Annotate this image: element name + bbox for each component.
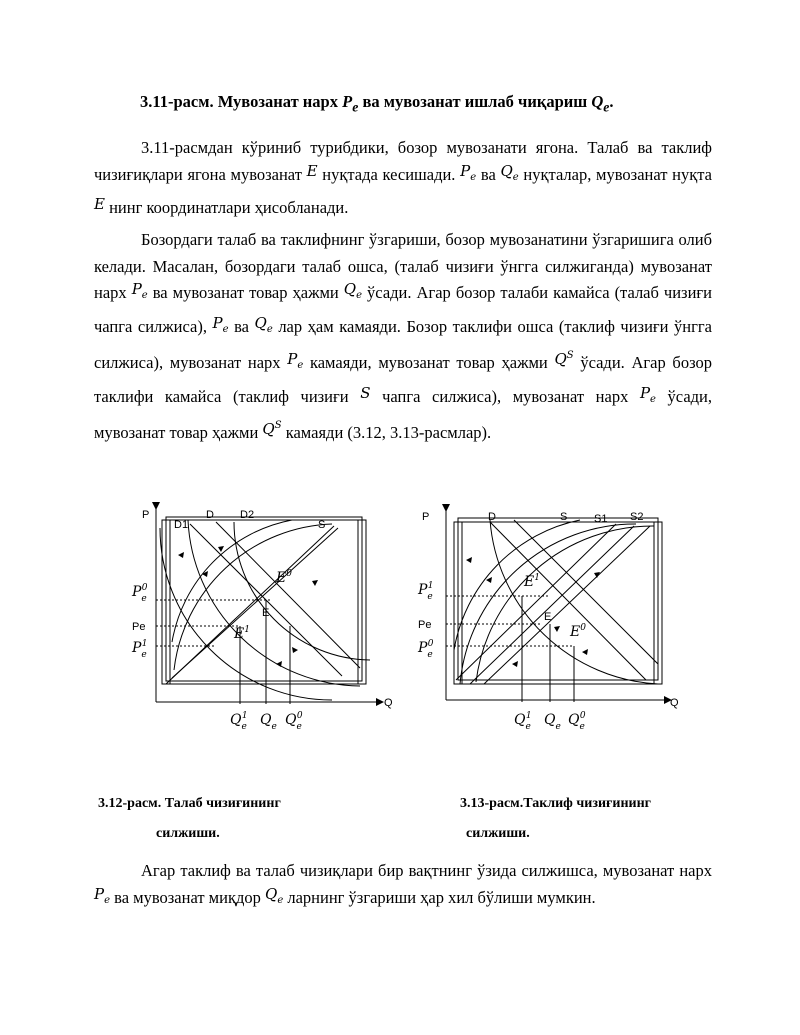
paragraph-3 [94, 858, 712, 918]
math-pe: $P_e$ [639, 383, 656, 405]
curve-label-s2: S2 [630, 511, 644, 523]
label-pe0: $P_e0$ [132, 583, 148, 604]
shift-arrow [582, 649, 588, 655]
curve-label-s1: S1 [594, 513, 608, 525]
curve-label-d: D [488, 511, 496, 523]
label-qe0: $Q_e0$ [285, 711, 303, 732]
point-label-e1: $E^1$ [234, 625, 250, 642]
supply-curve-s2 [476, 526, 654, 682]
para1-text: нуқталар, мувозанат нуқта [518, 164, 712, 184]
para2-text: чапга силжиса), мувозанат нарх [370, 386, 640, 406]
label-qe1: $Q_e1$ [230, 711, 248, 732]
q-axis-label: Q [670, 697, 679, 709]
para2-text: ва мувозанат товар ҳажми [147, 283, 344, 302]
label-pe1: $P_e1$ [132, 639, 148, 660]
label-pe1: $P_e1$ [418, 581, 434, 602]
paragraph-1 [94, 135, 712, 222]
label-qe: $Q_e$ [544, 712, 561, 732]
shift-arrow [554, 626, 560, 632]
math-e: E [306, 161, 318, 180]
heading-q-sub: e [603, 99, 610, 115]
para1-text: нуқтада кесишади. [317, 164, 461, 184]
point-label-e0: $E^0$ [276, 569, 292, 586]
figure-heading [140, 92, 740, 115]
para3-text: ва мувозанат миқдор [110, 887, 265, 907]
demand-curve-d [188, 520, 360, 686]
para2-text: лар ҳам камаяди. Бозор таклифи ошса (таклиф чизиғи ўнгга силжиса), мувозанат нарх [94, 316, 712, 372]
demand-line [514, 520, 658, 664]
shift-arrow [486, 577, 492, 583]
heading-text-mid: ва мувозанат ишлаб чиқариш [358, 92, 592, 111]
math-pe: $P_e$ [287, 350, 304, 371]
point-label-e: E [544, 611, 552, 623]
curve-label-d1: D1 [174, 519, 189, 531]
supply-line [484, 526, 650, 684]
math-qe: $Q_e$ [265, 884, 284, 906]
shift-arrow [202, 571, 208, 577]
math-qs: $Q^S$ [262, 420, 282, 438]
caption-fig-3-12-line2: силжиши. [156, 826, 220, 841]
caption-fig-3-12: 3.12-расм. Талаб чизиғининг [98, 796, 281, 811]
supply-curve-s1 [460, 524, 636, 684]
shift-arrow [512, 661, 518, 667]
math-e: E [94, 195, 105, 213]
label-qe1: $Q_e1$ [514, 711, 532, 732]
figure-demand-shift [120, 500, 410, 750]
heading-end: . [609, 92, 614, 111]
shift-arrow [466, 557, 472, 563]
curve-label-d: D [206, 509, 214, 521]
math-pe: $P_e$ [460, 161, 477, 183]
curve-label-s: S [560, 511, 568, 523]
label-pe0: $P_e0$ [418, 639, 434, 660]
para2-text: ўсади, мувозанат товар ҳажми [94, 386, 712, 442]
shift-arrow [178, 552, 184, 558]
shift-arrow [292, 647, 298, 653]
demand-line [216, 522, 360, 668]
para1-text: нинг координатлари ҳисобланади. [104, 198, 349, 217]
supply-line [456, 524, 616, 680]
q-axis-label: Q [384, 697, 393, 709]
math-pe: $P_e$ [212, 313, 229, 335]
math-pe: $P_e$ [94, 884, 111, 906]
frame [462, 522, 662, 684]
caption-fig-3-13-line2: силжиши. [466, 826, 530, 841]
math-qe: $Q_e$ [343, 280, 363, 301]
figure-supply-shift [410, 500, 700, 750]
para2-text: ўсади. Агар бозор талаби камайса (талаб чизиғи чапга силжиса), [94, 283, 712, 336]
heading-text: 3.11-расм. Мувозанат нарх [140, 92, 343, 111]
curve-label-s: S [318, 519, 326, 531]
shift-arrow [218, 546, 224, 552]
para2-text: камаяди (3.12, 3.13-расмлар). [281, 423, 492, 442]
shift-arrow [312, 580, 318, 586]
point-label-e0: $E^0$ [570, 623, 586, 640]
para2-text: ўсади. Агар бозор таклифи камайса (таклиф чизиғи [94, 353, 712, 406]
demand-curve-d2 [234, 522, 370, 660]
label-qe: $Q_e$ [260, 712, 277, 732]
heading-q: Q [591, 92, 604, 111]
heading-p-sub: e [352, 99, 359, 115]
para1-text: 3.11-расмдан кўриниб турибдики, бозор мувозанати ягона. Талаб ва таклиф чизиғиқлари ягона мувозанат [94, 138, 712, 184]
heading-p: P [342, 92, 353, 111]
math-qe: $Q_e$ [500, 161, 519, 183]
para3-text: ларнинг ўзгариши ҳар хил бўлиши мумкин. [283, 887, 596, 907]
math-qs: $Q^S$ [554, 350, 574, 368]
label-pe: Pe [132, 621, 146, 633]
para2-text: Бозордаги талаб ва таклифнинг ўзгариши, бозор мувозанатини ўзгаришига олиб келади. Масалан, бозордаги талаб ошса, (талаб чизиғи ўнгга силжиганда) мувозанат нарх [94, 230, 712, 302]
paragraph-2 [94, 227, 712, 447]
curve-label-d2: D2 [240, 509, 255, 521]
label-qe0: $Q_e0$ [568, 711, 586, 732]
math-qe: $Q_e$ [254, 313, 273, 335]
para3-text: Агар таклиф ва талаб чизиқлари бир вақтнинг ўзида силжишса, мувозанат нарх [141, 861, 712, 880]
point-label-e1: $E^1$ [524, 573, 540, 590]
supply-curve-s [454, 520, 580, 650]
p-axis-label: P [422, 511, 430, 523]
math-s: S [360, 383, 371, 402]
p-axis-label: P [142, 509, 150, 521]
point-label-e: E [262, 607, 270, 619]
para2-text: ва [228, 316, 255, 336]
para2-text: камаяди, мувозанат товар ҳажми [303, 353, 555, 372]
para1-text: ва [476, 164, 501, 184]
math-pe: $P_e$ [131, 280, 148, 301]
label-pe: Pe [418, 619, 432, 631]
caption-fig-3-13: 3.13-расм.Таклиф чизиғининг [460, 796, 651, 811]
shift-arrow [276, 661, 282, 667]
